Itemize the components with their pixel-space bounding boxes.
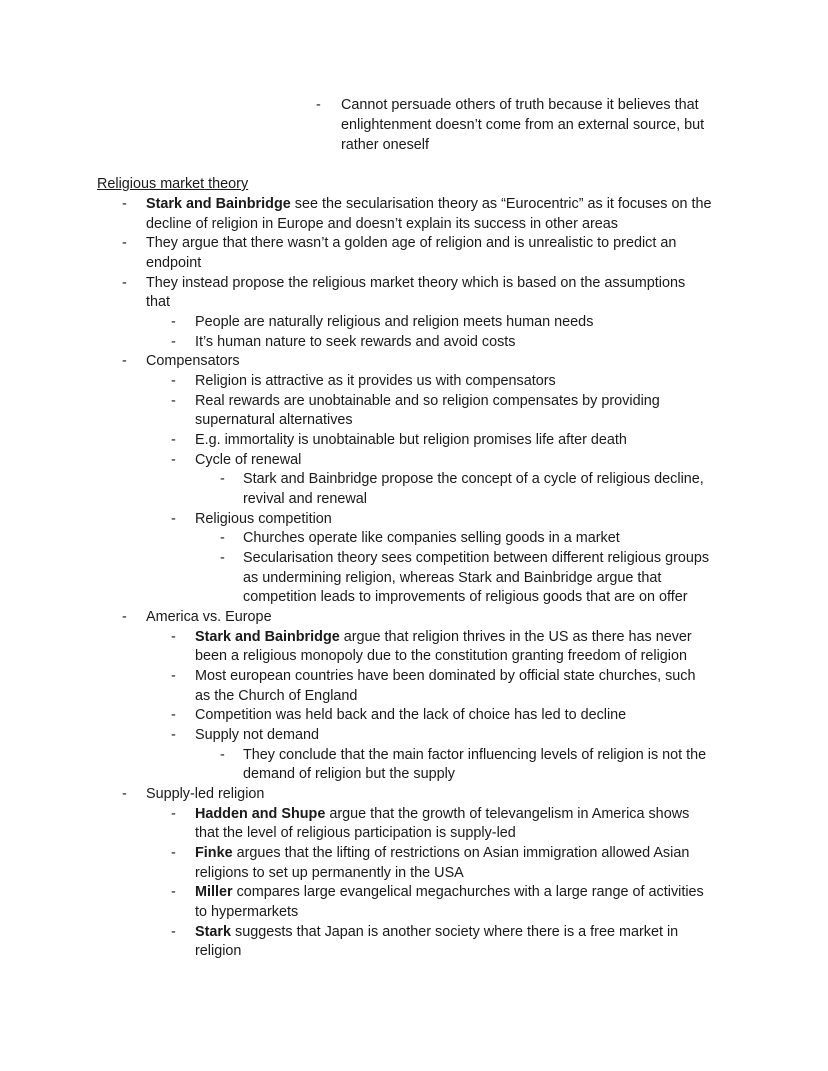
section-heading: Religious market theory — [97, 176, 249, 192]
text-span: compares large evangelical megachurches with a large range of activities — [232, 884, 704, 900]
bullet-dash: - — [171, 432, 176, 448]
text-line: as the Church of England — [195, 688, 358, 704]
bullet-dash: - — [171, 334, 176, 350]
text-line: Secularisation theory sees competition between different religious groups — [243, 550, 710, 566]
bullet-dash: - — [171, 806, 176, 822]
text-line: Compensators — [146, 353, 240, 369]
text-line: Cycle of renewal — [195, 452, 302, 468]
text-line: as undermining religion, whereas Stark and Bainbridge argue that — [243, 570, 662, 586]
text-line: Competition was held back and the lack of choice has led to decline — [195, 707, 627, 723]
bullet-dash: - — [171, 373, 176, 389]
text-span: suggests that Japan is another society where there is a free market in — [231, 924, 679, 940]
bullet-dash: - — [171, 511, 176, 527]
bullet-dash: - — [171, 629, 176, 645]
text-line: Cannot persuade others of truth because it believes that — [341, 97, 699, 113]
bold-author: Finke — [195, 845, 233, 861]
bold-author: Stark — [195, 924, 231, 940]
text-line: that — [146, 294, 171, 310]
bullet-dash: - — [171, 924, 176, 940]
bold-author: Stark and Bainbridge — [146, 196, 291, 212]
bold-author: Miller — [195, 884, 233, 900]
text-line: Real rewards are unobtainable and so religion compensates by providing — [195, 393, 660, 409]
text-line: endpoint — [146, 255, 202, 271]
text-span: argues that the lifting of restrictions on Asian immigration allowed Asian — [232, 845, 690, 861]
bold-author: Stark and Bainbridge — [195, 629, 340, 645]
text-line — [195, 923, 678, 943]
bullet-dash: - — [122, 353, 127, 369]
text-line: People are naturally religious and religion meets human needs — [195, 314, 594, 330]
text-line — [195, 883, 704, 903]
text-line: They conclude that the main factor influencing levels of religion is not the — [243, 747, 707, 763]
text-line: They argue that there wasn’t a golden age of religion and is unrealistic to predict an — [146, 235, 677, 251]
text-line: been a religious monopoly due to the constitution granting freedom of religion — [195, 648, 687, 664]
bullet-dash: - — [171, 393, 176, 409]
text-line: Stark and Bainbridge propose the concept of a cycle of religious decline, — [243, 471, 704, 487]
bullet-dash: - — [122, 786, 127, 802]
bullet-dash: - — [171, 884, 176, 900]
text-line: America vs. Europe — [146, 609, 272, 625]
text-line: They instead propose the religious market theory which is based on the assumptions — [146, 275, 686, 291]
text-line: that the level of religious participation is supply-led — [195, 825, 516, 841]
bullet-dash: - — [122, 196, 127, 212]
bullet-dash: - — [171, 452, 176, 468]
text-line: It’s human nature to seek rewards and avoid costs — [195, 334, 516, 350]
text-line — [195, 628, 692, 648]
text-line: Supply-led religion — [146, 786, 265, 802]
bullet-dash: - — [122, 609, 127, 625]
bullet-dash: - — [171, 314, 176, 330]
text-line: E.g. immortality is unobtainable but religion promises life after death — [195, 432, 627, 448]
bullet-dash: - — [220, 530, 225, 546]
text-line: enlightenment doesn’t come from an external source, but — [341, 117, 705, 133]
text-line: demand of religion but the supply — [243, 766, 456, 782]
bullet-dash: - — [171, 707, 176, 723]
bold-author: Hadden and Shupe — [195, 806, 326, 822]
bullet-dash: - — [171, 845, 176, 861]
bullet-dash: - — [122, 235, 127, 251]
text-line: Religion is attractive as it provides us with compensators — [195, 373, 556, 389]
text-line: revival and renewal — [243, 491, 367, 507]
text-span: see the secularisation theory as “Eurocentric” as it focuses on the — [290, 196, 712, 212]
text-line — [195, 805, 689, 825]
text-line — [195, 844, 689, 864]
text-line: competition leads to improvements of religious goods that are on offer — [243, 589, 688, 605]
text-line: Churches operate like companies selling goods in a market — [243, 530, 620, 546]
text-line: religion — [195, 943, 242, 959]
bullet-dash: - — [122, 275, 127, 291]
bullet-dash: - — [171, 727, 176, 743]
text-line: Supply not demand — [195, 727, 320, 743]
text-line: Most european countries have been dominated by official state churches, such — [195, 668, 696, 684]
bullet-dash: - — [220, 471, 225, 487]
text-line: religions to set up permanently in the USA — [195, 865, 464, 881]
text-line: rather oneself — [341, 137, 429, 153]
text-line: supernatural alternatives — [195, 412, 353, 428]
text-line: Religious competition — [195, 511, 332, 527]
bullet-dash: - — [171, 668, 176, 684]
text-line: to hypermarkets — [195, 904, 299, 920]
text-line — [146, 195, 712, 215]
text-span: argue that religion thrives in the US as there has never — [339, 629, 692, 645]
bullet-dash: - — [220, 747, 225, 763]
text-line: decline of religion in Europe and doesn’t explain its success in other areas — [146, 216, 618, 232]
text-span: argue that the growth of televangelism in America shows — [325, 806, 690, 822]
bullet-dash: - — [220, 550, 225, 566]
bullet-dash: - — [316, 97, 321, 113]
